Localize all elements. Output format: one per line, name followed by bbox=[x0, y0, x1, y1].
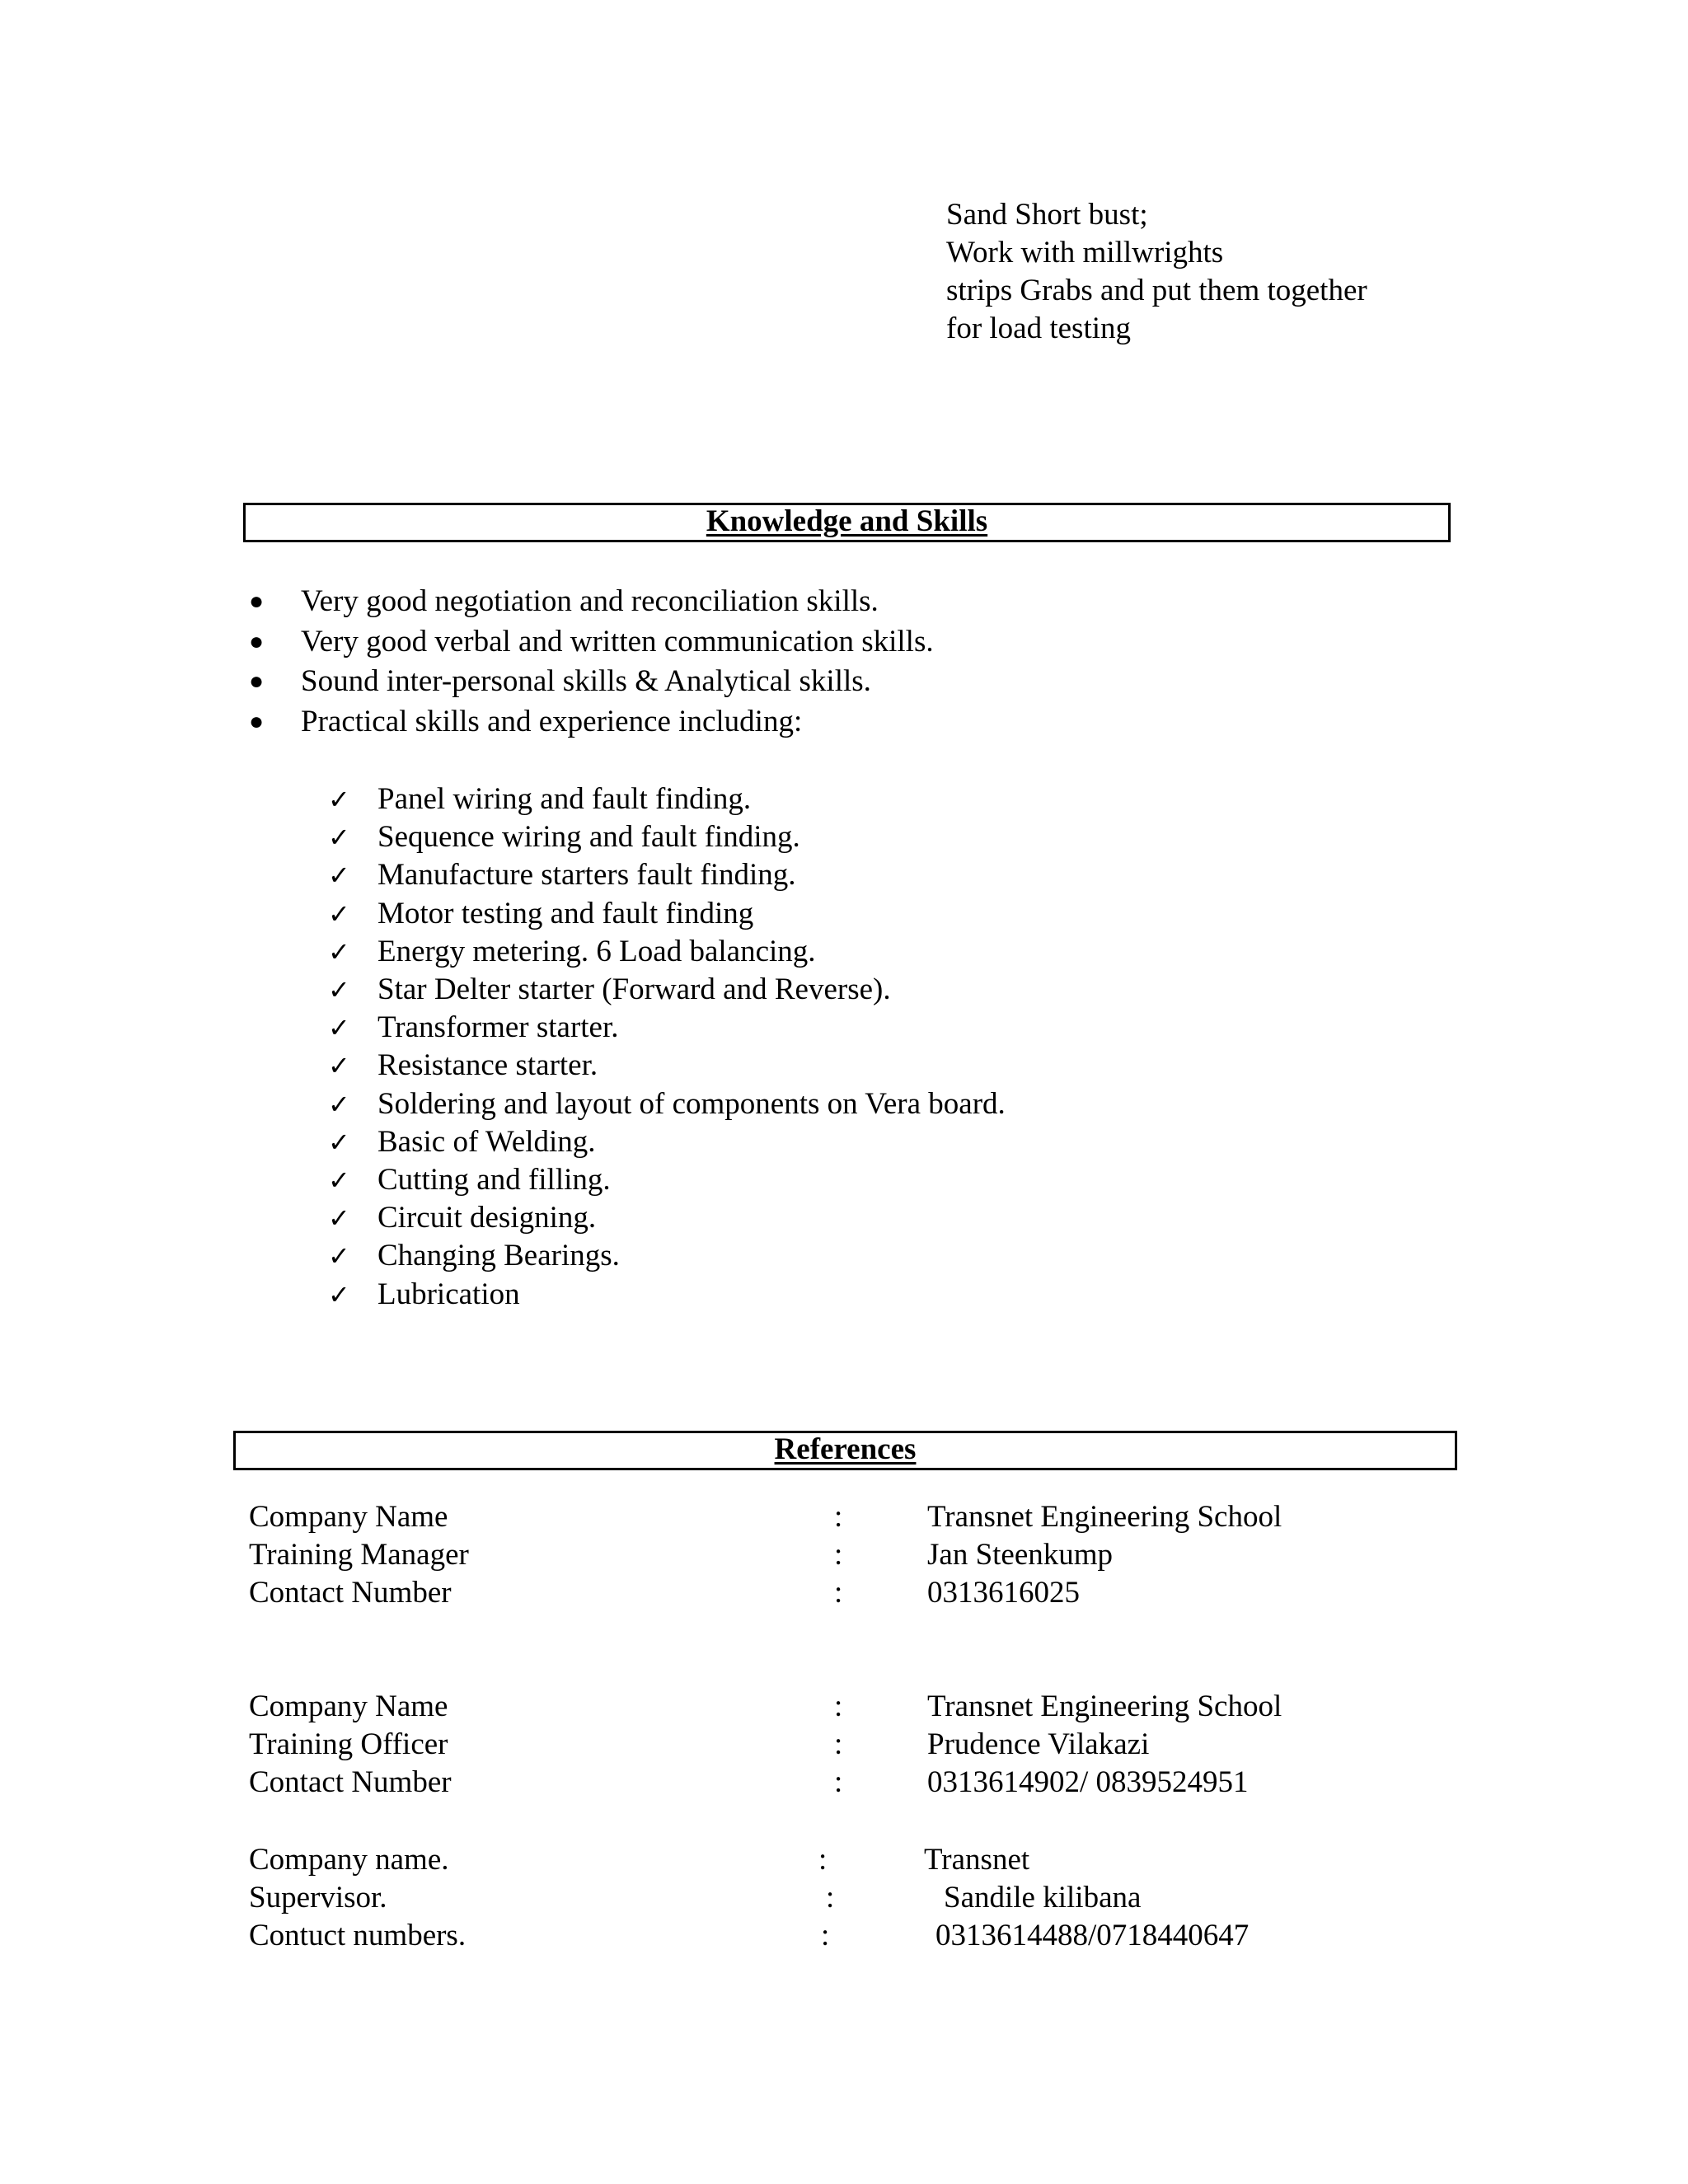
reference-separator: : bbox=[818, 1843, 828, 1877]
list-item: ✓ Circuit designing. bbox=[328, 1199, 1006, 1237]
checkmark-icon: ✓ bbox=[328, 1088, 350, 1120]
reference-separator: : bbox=[834, 1500, 843, 1534]
knowledge-skills-title: Knowledge and Skills bbox=[706, 504, 988, 538]
reference-value: Transnet bbox=[924, 1843, 1030, 1877]
reference-value: 0313614902/ 0839524951 bbox=[927, 1765, 1249, 1799]
intro-line: strips Grabs and put them together bbox=[946, 274, 1367, 307]
reference-label: Contuct numbers. bbox=[249, 1919, 467, 1952]
reference-separator: : bbox=[826, 1881, 835, 1915]
intro-line: for load testing bbox=[946, 312, 1132, 345]
reference-label: Contact Number bbox=[249, 1765, 452, 1799]
list-item: ● Very good negotiation and reconciliation skills. bbox=[247, 582, 934, 622]
list-item: ✓ Energy metering. 6 Load balancing. bbox=[328, 933, 1006, 971]
checkmark-icon: ✓ bbox=[328, 1126, 350, 1158]
checkmark-icon: ✓ bbox=[328, 1278, 350, 1310]
reference-separator: : bbox=[834, 1538, 843, 1572]
list-item: ✓ Panel wiring and fault finding. bbox=[328, 780, 1006, 818]
skills-bullet-list bbox=[247, 582, 934, 742]
checkmark-icon: ✓ bbox=[328, 784, 350, 815]
bullet-icon: ● bbox=[249, 668, 265, 695]
references-title: References bbox=[774, 1432, 917, 1466]
checkmark-icon: ✓ bbox=[328, 935, 350, 968]
reference-value: Jan Steenkump bbox=[927, 1538, 1114, 1572]
practical-skills-checklist bbox=[328, 780, 1006, 1314]
checkmark-icon: ✓ bbox=[328, 974, 350, 1006]
intro-line: Sand Short bust; bbox=[946, 198, 1148, 232]
checkmark-icon: ✓ bbox=[328, 1240, 350, 1272]
list-item: ● Very good verbal and written communication skills. bbox=[247, 622, 934, 663]
reference-value: 0313616025 bbox=[927, 1576, 1080, 1610]
reference-value: Transnet Engineering School bbox=[927, 1690, 1282, 1723]
reference-value: 0313614488/0718440647 bbox=[935, 1919, 1250, 1952]
reference-value: Transnet Engineering School bbox=[927, 1500, 1282, 1534]
list-item: ✓ Changing Bearings. bbox=[328, 1237, 1006, 1275]
reference-separator: : bbox=[821, 1919, 830, 1952]
list-item: ✓ Cutting and filling. bbox=[328, 1161, 1006, 1199]
intro-line: Work with millwrights bbox=[946, 236, 1224, 269]
list-item: ✓ Manufacture starters fault finding. bbox=[328, 856, 1006, 894]
list-item: ✓ Transformer starter. bbox=[328, 1009, 1006, 1047]
reference-value: Prudence Vilakazi bbox=[927, 1727, 1150, 1761]
reference-label: Company Name bbox=[249, 1500, 448, 1534]
reference-separator: : bbox=[834, 1576, 843, 1610]
references-header bbox=[233, 1431, 1457, 1470]
checkmark-icon: ✓ bbox=[328, 1202, 350, 1235]
knowledge-skills-header bbox=[243, 503, 1451, 542]
bullet-icon: ● bbox=[249, 627, 265, 655]
reference-label: Supervisor. bbox=[249, 1881, 387, 1915]
checkmark-icon: ✓ bbox=[328, 898, 350, 930]
list-item: ✓ Soldering and layout of components on Vera board. bbox=[328, 1085, 1006, 1123]
list-item: ✓ Motor testing and fault finding bbox=[328, 895, 1006, 933]
reference-label: Company name. bbox=[249, 1843, 449, 1877]
reference-label: Training Manager bbox=[249, 1538, 469, 1572]
reference-label: Company Name bbox=[249, 1690, 448, 1723]
reference-value: Sandile kilibana bbox=[944, 1881, 1142, 1915]
bullet-icon: ● bbox=[249, 707, 265, 735]
reference-separator: : bbox=[834, 1690, 843, 1723]
reference-label: Contact Number bbox=[249, 1576, 452, 1610]
list-item: ● Sound inter-personal skills & Analytical skills. bbox=[247, 662, 934, 702]
list-item: ✓ Star Delter starter (Forward and Reverse). bbox=[328, 971, 1006, 1009]
reference-separator: : bbox=[834, 1765, 843, 1799]
checkmark-icon: ✓ bbox=[328, 1012, 350, 1044]
list-item: ✓ Sequence wiring and fault finding. bbox=[328, 818, 1006, 856]
intro-text-block bbox=[946, 196, 1367, 348]
checkmark-icon: ✓ bbox=[328, 1050, 350, 1082]
list-item: ✓ Resistance starter. bbox=[328, 1047, 1006, 1085]
list-item: ✓ Basic of Welding. bbox=[328, 1123, 1006, 1161]
checkmark-icon: ✓ bbox=[328, 860, 350, 892]
list-item: ● Practical skills and experience including: bbox=[247, 702, 934, 743]
bullet-icon: ● bbox=[249, 588, 265, 615]
checkmark-icon: ✓ bbox=[328, 1165, 350, 1197]
checkmark-icon: ✓ bbox=[328, 822, 350, 854]
list-item: ✓ Lubrication bbox=[328, 1276, 1006, 1314]
reference-label: Training Officer bbox=[249, 1727, 448, 1761]
reference-separator: : bbox=[834, 1727, 843, 1761]
